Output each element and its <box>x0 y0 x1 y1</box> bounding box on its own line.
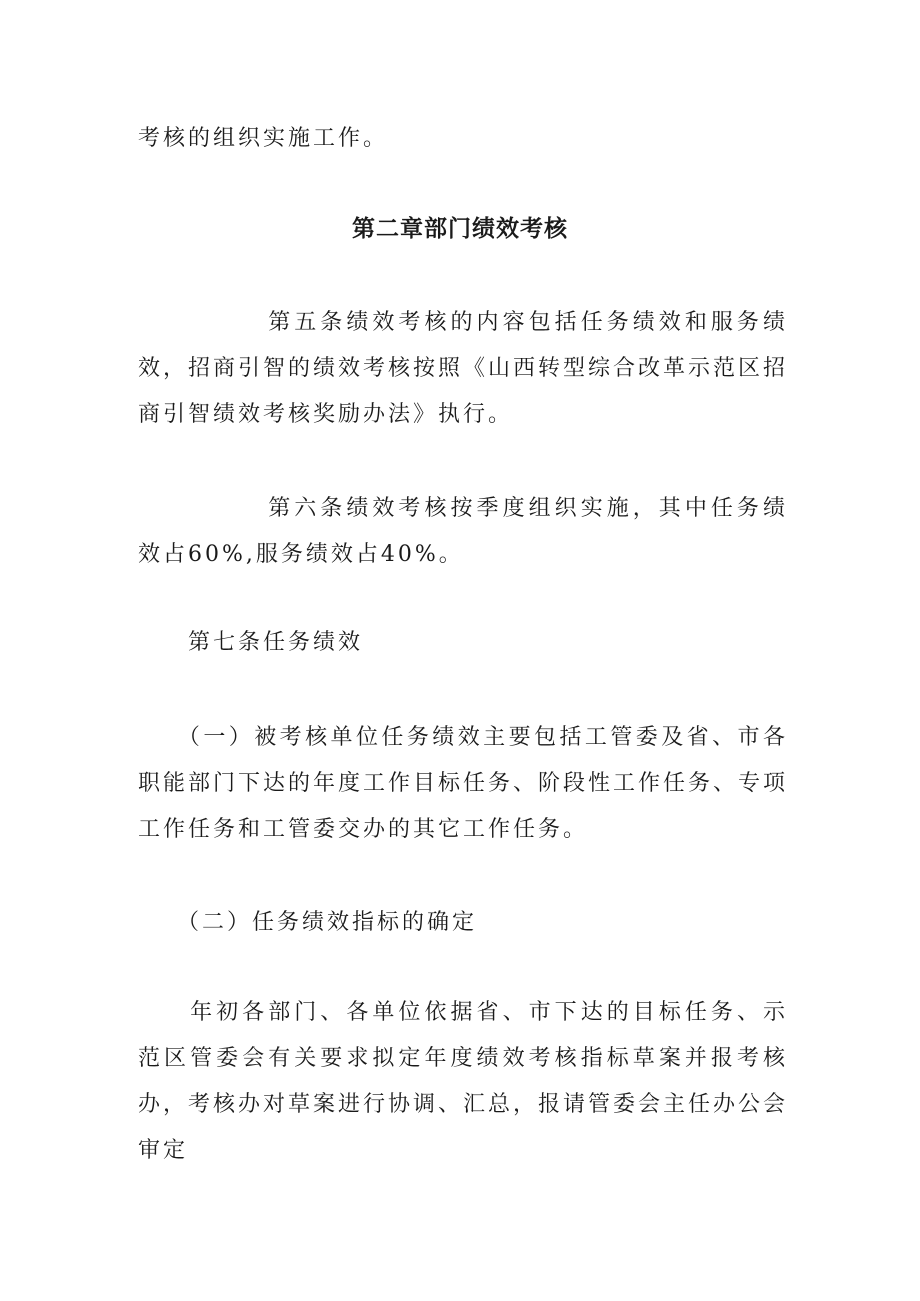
indent <box>138 725 189 750</box>
item-2-body <box>138 990 788 1174</box>
item-1 <box>138 715 788 853</box>
indent <box>138 496 268 521</box>
item-2-text: （二）任务绩效指标的确定 <box>188 910 478 935</box>
indent <box>138 630 188 655</box>
item-2-body-text: 年初各部门、各单位依据省、市下达的目标任务、示范区管委会有关要求拟定年度绩效考核指标草案并报考核办，考核办对草案进行协调、汇总，报请管委会主任办公会审定 <box>138 1000 789 1163</box>
article-6-text: 第六条绩效考核按季度组织实施，其中任务绩效占60%,服务绩效占40%。 <box>138 496 788 567</box>
indent <box>138 310 268 335</box>
item-2 <box>138 900 788 946</box>
article-6 <box>138 486 788 578</box>
article-7-text: 第七条任务绩效 <box>188 630 364 655</box>
article-5-text: 第五条绩效考核的内容包括任务绩效和服务绩效，招商引智的绩效考核按照《山西转型综合改革示范区招商引智绩效考核奖励办法》执行。 <box>138 310 789 427</box>
paragraph-intro <box>138 116 788 162</box>
indent <box>138 1000 190 1025</box>
article-5 <box>138 300 788 438</box>
article-7 <box>138 620 788 666</box>
item-1-text: （一）被考核单位任务绩效主要包括工管委及省、市各职能部门下达的年度工作目标任务、阶段性工作任务、专项工作任务和工管委交办的其它工作任务。 <box>138 725 789 842</box>
paragraph-intro-text: 考核的组织实施工作。 <box>138 126 389 151</box>
indent <box>138 910 188 935</box>
chapter-title: 第二章部门绩效考核 <box>352 216 568 242</box>
